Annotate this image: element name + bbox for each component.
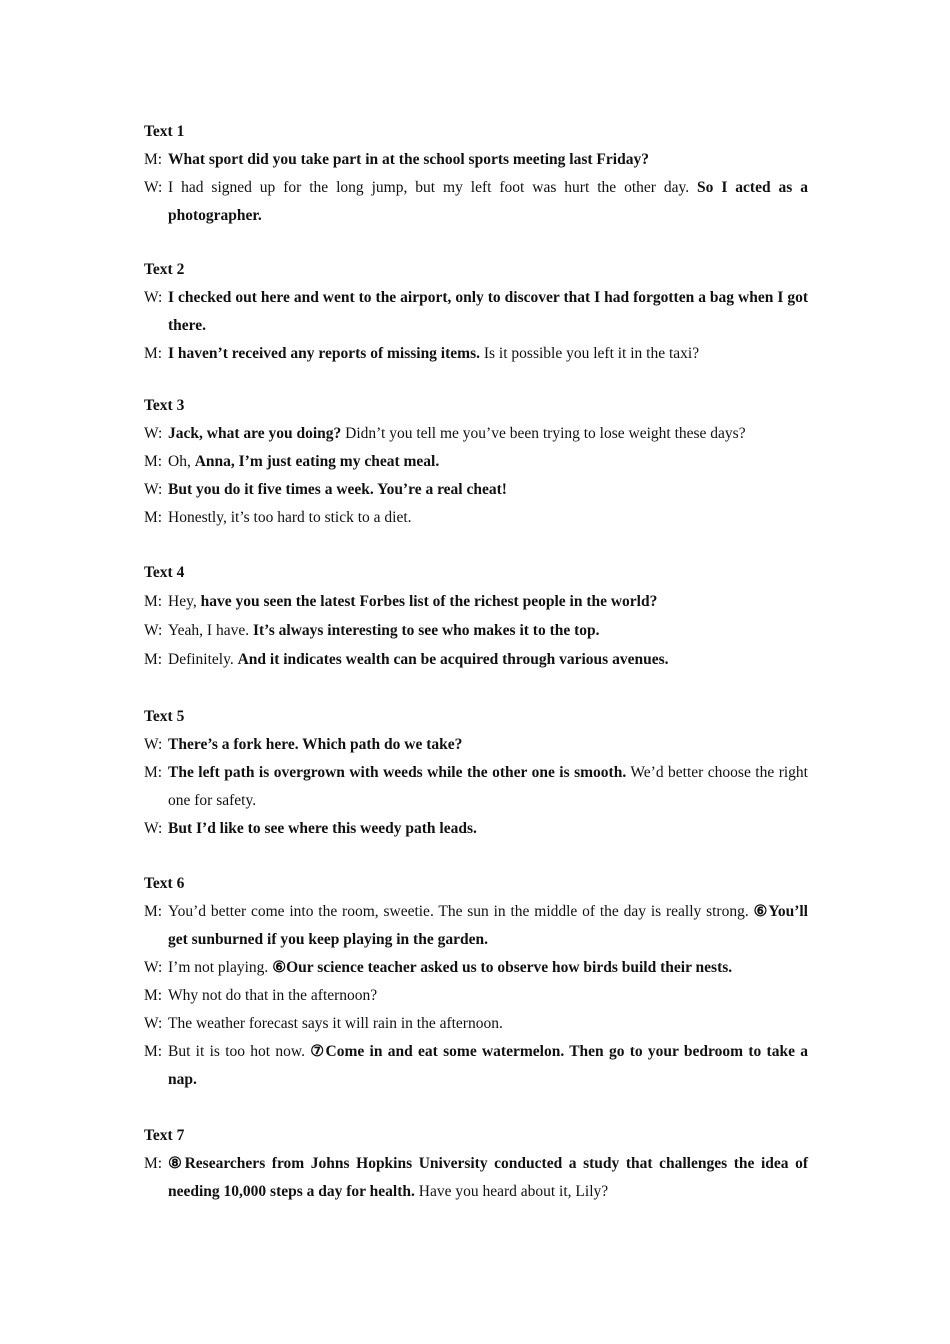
text-3-block — [144, 392, 808, 532]
text-heading: Text 5 — [144, 708, 185, 725]
dialogue-line — [144, 1010, 808, 1038]
dialogue-text: I checked out here and went to the airport, only to discover that I had forgotten a bag when I got there. — [168, 289, 808, 334]
dialogue-text: So I acted as a photographer. — [168, 179, 808, 224]
text-6-block — [144, 870, 808, 1094]
dialogue-text: Anna, I’m just eating my cheat meal. — [194, 453, 440, 470]
text-heading: Text 4 — [144, 564, 185, 581]
dialogue-line — [144, 588, 808, 616]
speaker-label: W: — [144, 736, 163, 753]
speaker-label: M: — [144, 151, 163, 168]
dialogue-text: The left path is overgrown with weeds while the other one is smooth. — [168, 764, 627, 781]
dialogue-line — [144, 815, 808, 843]
speaker-label: W: — [144, 481, 163, 498]
dialogue-line — [144, 617, 808, 645]
dialogue-line — [144, 504, 808, 532]
dialogue-text: You’d better come into the room, sweetie. The sun in the middle of the day is really strong. — [168, 903, 754, 920]
dialogue-text: But it is too hot now. — [168, 1043, 311, 1060]
text-4-block — [144, 559, 808, 674]
dialogue-text: But I’d like to see where this weedy path leads. — [168, 820, 477, 837]
speaker-label: M: — [144, 453, 163, 470]
dialogue-line — [144, 174, 808, 230]
dialogue-text: I haven’t received any reports of missing items. — [168, 345, 480, 362]
speaker-label: M: — [144, 987, 163, 1004]
dialogue-line — [144, 420, 808, 448]
dialogue-text: The weather forecast says it will rain in the afternoon. — [168, 1015, 503, 1032]
dialogue-text: There’s a fork here. Which path do we take? — [168, 736, 463, 753]
speaker-label: W: — [144, 959, 163, 976]
dialogue-line — [144, 982, 808, 1010]
dialogue-text: Is it possible you left it in the taxi? — [479, 345, 700, 362]
dialogue-text: And it indicates wealth can be acquired through various avenues. — [237, 651, 669, 668]
dialogue-text: Jack, what are you doing? — [168, 425, 342, 442]
dialogue-text: ⑥Our science teacher asked us to observe how birds build their nests. — [272, 959, 733, 976]
dialogue-text: Honestly, it’s too hard to stick to a diet. — [168, 509, 412, 526]
speaker-label: M: — [144, 1155, 163, 1172]
text-heading: Text 7 — [144, 1127, 185, 1144]
dialogue-line — [144, 759, 808, 815]
dialogue-line — [144, 954, 808, 982]
speaker-label: M: — [144, 903, 163, 920]
speaker-label: W: — [144, 820, 163, 837]
speaker-label: M: — [144, 509, 163, 526]
dialogue-text: It’s always interesting to see who makes it to the top. — [252, 622, 600, 639]
dialogue-text: I had signed up for the long jump, but my left foot was hurt the other day. — [168, 179, 698, 196]
speaker-label: W: — [144, 179, 163, 196]
dialogue-line — [144, 1038, 808, 1094]
dialogue-line — [144, 731, 808, 759]
text-2-block — [144, 256, 808, 368]
dialogue-text: Oh, — [168, 453, 195, 470]
text-heading: Text 6 — [144, 875, 185, 892]
dialogue-text: But you do it five times a week. You’re a real cheat! — [168, 481, 507, 498]
dialogue-text: Hey, — [168, 593, 201, 610]
dialogue-line — [144, 284, 808, 340]
speaker-label: M: — [144, 1043, 163, 1060]
dialogue-line — [144, 646, 808, 674]
speaker-label: W: — [144, 1015, 163, 1032]
dialogue-line — [144, 146, 808, 174]
text-heading: Text 1 — [144, 123, 185, 140]
text-heading: Text 3 — [144, 397, 185, 414]
dialogue-text: Definitely. — [168, 651, 238, 668]
text-1-block — [144, 118, 808, 230]
speaker-label: M: — [144, 764, 163, 781]
dialogue-text: We’d better choose the right one for safety. — [168, 764, 808, 809]
speaker-label: M: — [144, 593, 163, 610]
speaker-label: M: — [144, 651, 163, 668]
speaker-label: W: — [144, 289, 163, 306]
dialogue-text: ⑥You’ll get sunburned if you keep playing in the garden. — [168, 903, 808, 948]
dialogue-text: I’m not playing. — [168, 959, 273, 976]
dialogue-line — [144, 448, 808, 476]
dialogue-text: Have you heard about it, Lily? — [414, 1183, 609, 1200]
dialogue-line — [144, 476, 808, 504]
text-heading: Text 2 — [144, 261, 185, 278]
dialogue-text: Didn’t you tell me you’ve been trying to lose weight these days? — [341, 425, 746, 442]
dialogue-text: Why not do that in the afternoon? — [168, 987, 378, 1004]
dialogue-text: ⑧Researchers from Johns Hopkins University conducted a study that challenges the idea of needing 10,000 steps a day for health. — [168, 1155, 808, 1200]
speaker-label: W: — [144, 425, 163, 442]
dialogue-line — [144, 898, 808, 954]
text-7-block — [144, 1122, 808, 1206]
dialogue-text: Yeah, I have. — [168, 622, 253, 639]
dialogue-line — [144, 340, 808, 368]
text-5-block — [144, 703, 808, 843]
dialogue-line — [144, 1150, 808, 1206]
dialogue-text: What sport did you take part in at the school sports meeting last Friday? — [168, 151, 649, 168]
dialogue-text: ⑦Come in and eat some watermelon. Then go to your bedroom to take a nap. — [168, 1043, 808, 1088]
speaker-label: M: — [144, 345, 163, 362]
dialogue-text: have you seen the latest Forbes list of the richest people in the world? — [200, 593, 658, 610]
speaker-label: W: — [144, 622, 163, 639]
